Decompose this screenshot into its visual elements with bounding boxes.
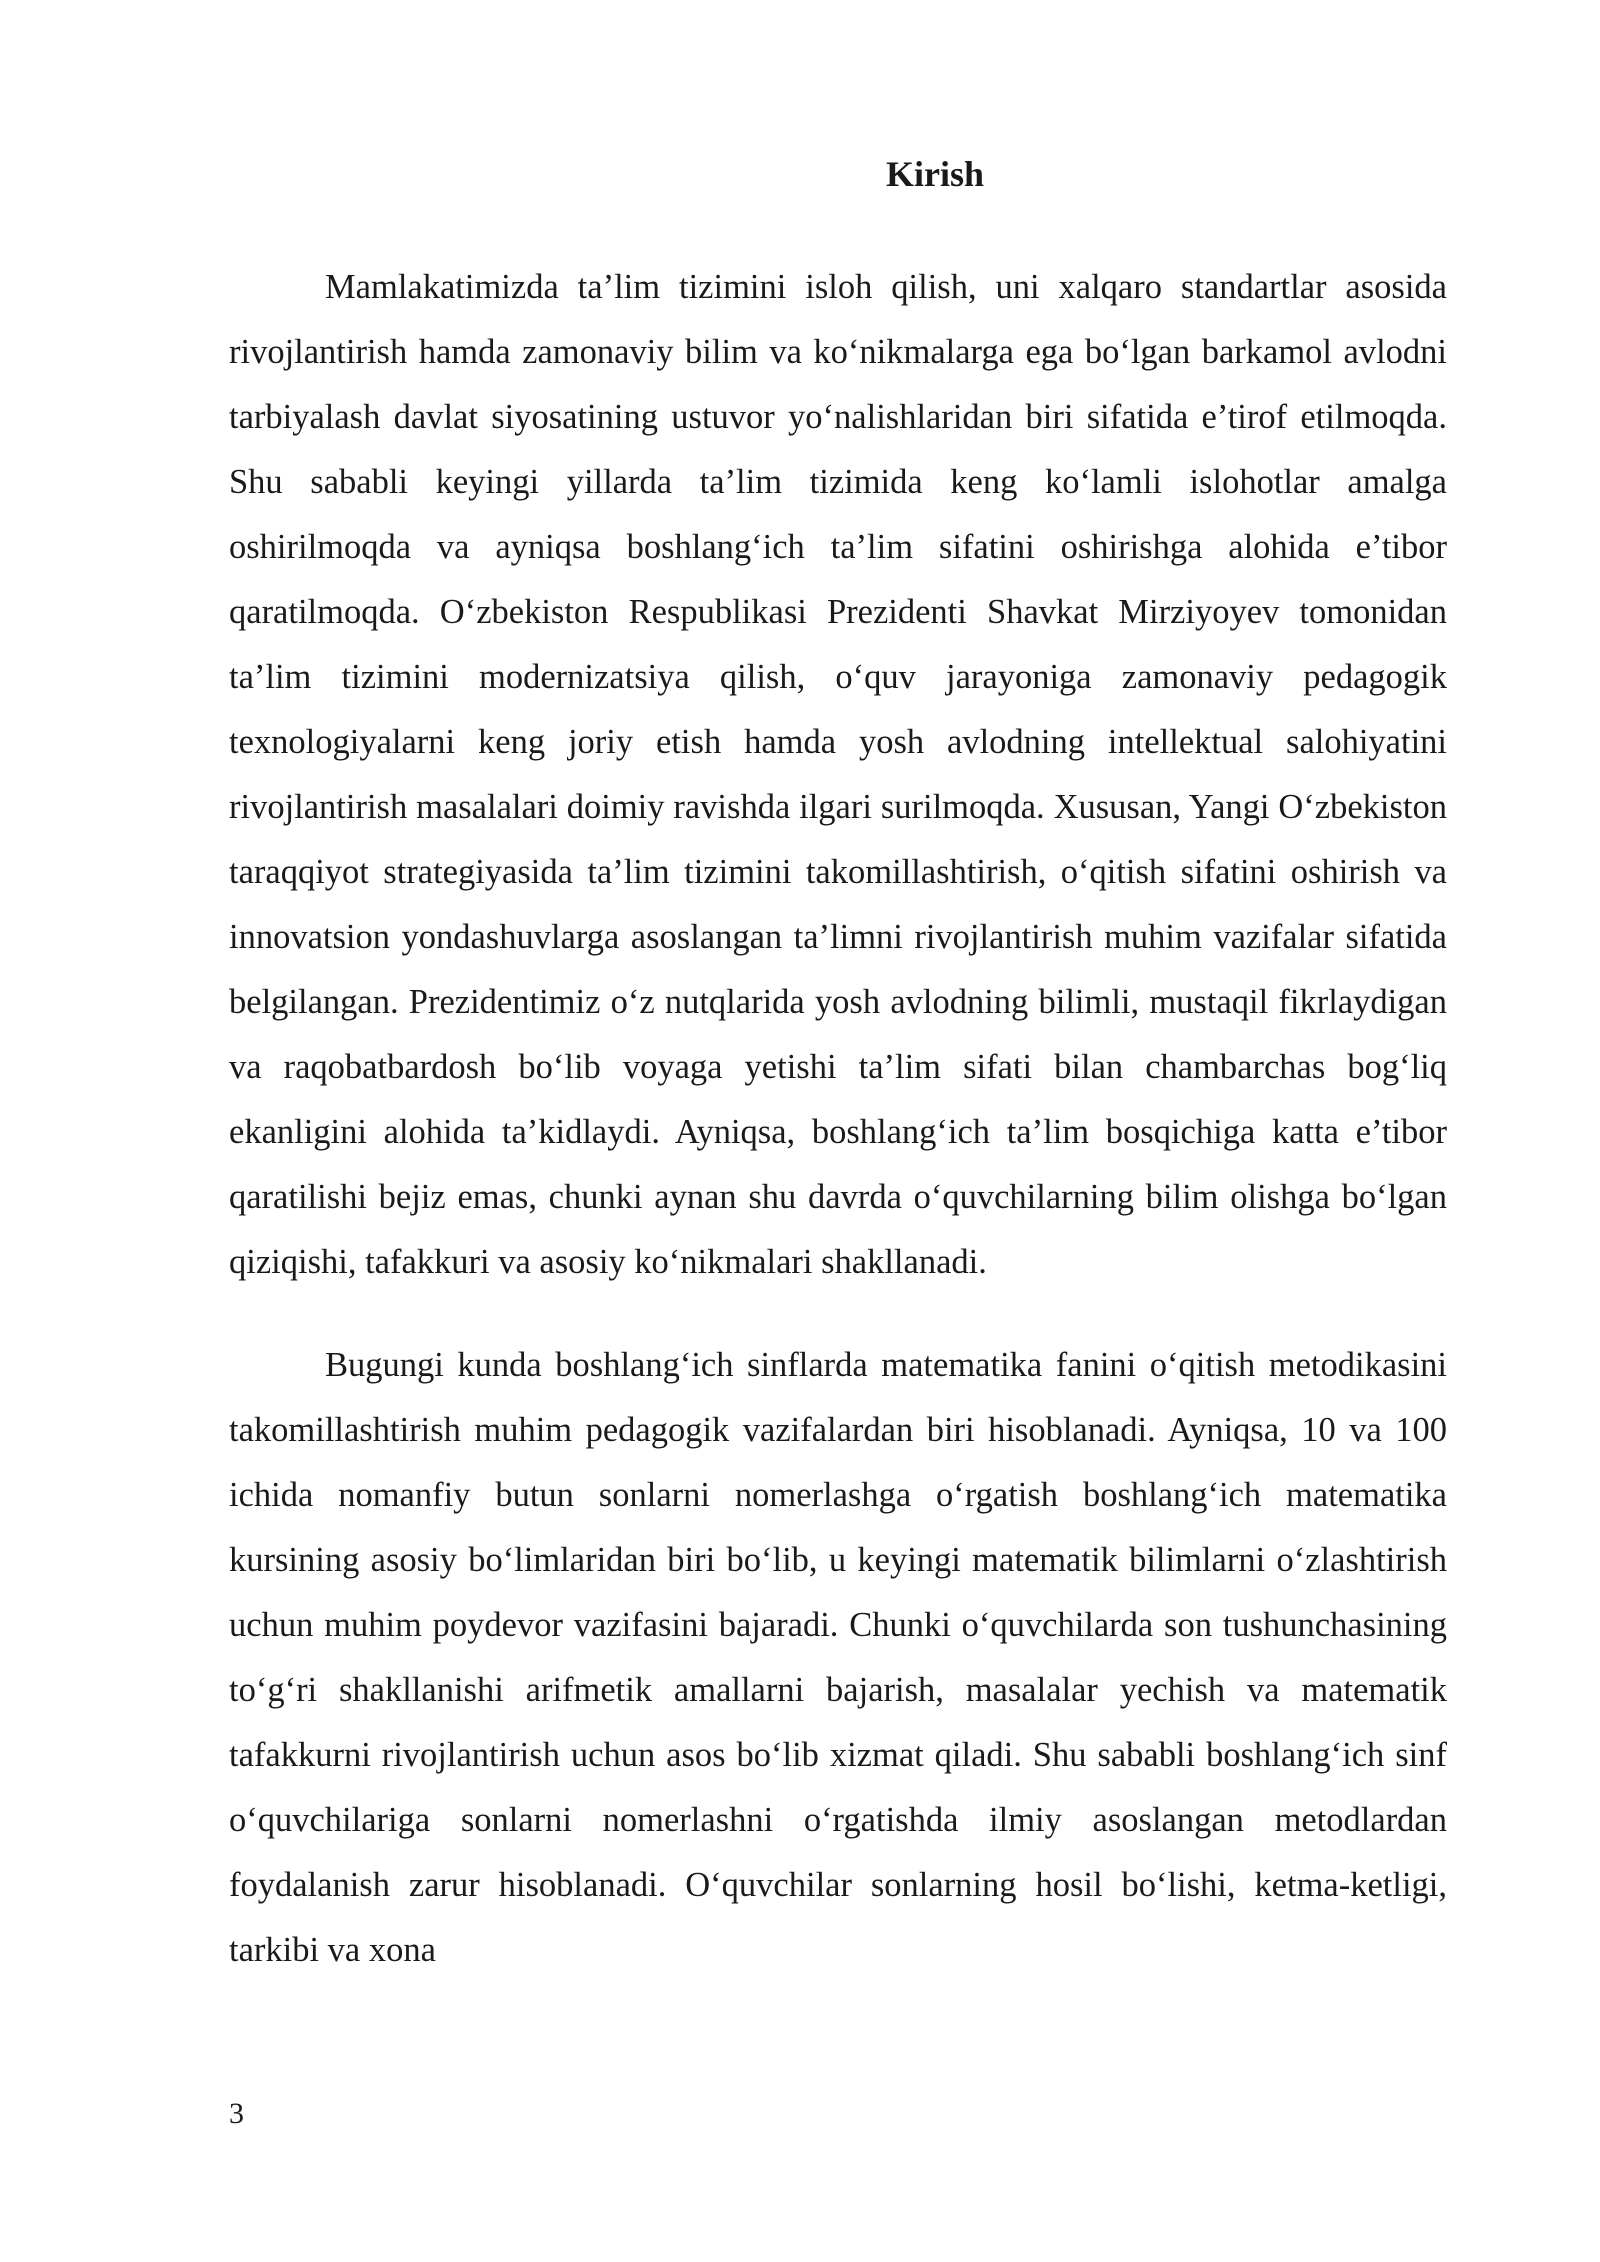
paragraph: Mamlakatimizda ta’lim tizimini isloh qilish, uni xalqaro standartlar asosida rivojlantirish hamda zamonaviy bilim va ko‘nikmalarga ega bo‘lgan barkamol avlodni tarbiyalash davlat siyosatining ustuvor yo‘nalishlaridan biri sifatida e’tirof etilmoqda. Shu sababli keyingi yillarda ta’lim tizimida keng ko‘lamli islohotlar amalga oshirilmoqda va ayniqsa boshlang‘ich ta’lim sifatini oshirishga alohida e’tibor qaratilmoqda. O‘zbekiston Respublikasi Prezidenti Shavkat Mirziyoyev tomonidan ta’lim tizimini modernizatsiya qilish, o‘quv jarayoniga zamonaviy pedagogik texnologiyalarni keng joriy etish hamda yosh avlodning intellektual salohiyatini rivojlantirish masalalari doimiy ravishda ilgari surilmoqda. Xususan, Yangi O‘zbekiston taraqqiyot strategiyasida ta’lim tizimini takomillashtirish, o‘qitish sifatini oshirish va innovatsion yondashuvlarga asoslangan ta’limni rivojlantirish muhim vazifalar sifatida belgilangan. Prezidentimiz o‘z nutqlarida yosh avlodning bilimli, mustaqil fikrlaydigan va raqobatbardosh bo‘lib voyaga yetishi ta’lim sifati bilan chambarchas bog‘liq ekanligini alohida ta’kidlaydi. Ayniqsa, boshlang‘ich ta’lim bosqichiga katta e’tibor qaratilishi bejiz emas, chunki aynan shu davrda o‘quvchilarning bilim olishga bo‘lgan qiziqishi, tafakkuri va asosiy ko‘nikmalari shakllanadi.	[229, 268, 1447, 1281]
body-text	[229, 255, 1447, 1983]
page-number: 3	[229, 2097, 244, 2130]
paragraph: Bugungi kunda boshlang‘ich sinflarda matematika fanini o‘qitish metodikasini takomillashtirish muhim pedagogik vazifalardan biri hisoblanadi. Ayniqsa, 10 va 100 ichida nomanfiy butun sonlarni nomerlashga o‘rgatish boshlang‘ich matematika kursining asosiy bo‘limlaridan biri bo‘lib, u keyingi matematik bilimlarni o‘zlashtirish uchun muhim poydevor vazifasini bajaradi. Chunki o‘quvchilarda son tushunchasining to‘g‘ri shakllanishi arifmetik amallarni bajarish, masalalar yechish va matematik tafakkurni rivojlantirish uchun asos bo‘lib xizmat qiladi. Shu sababli boshlang‘ich sinf o‘quvchilariga sonlarni nomerlashni o‘rgatishda ilmiy asoslangan metodlardan foydalanish zarur hisoblanadi. O‘quvchilar sonlarning hosil bo‘lishi, ketma-ketligi, tarkibi va xona	[229, 1346, 1447, 1969]
page-title: Kirish	[885, 154, 984, 194]
